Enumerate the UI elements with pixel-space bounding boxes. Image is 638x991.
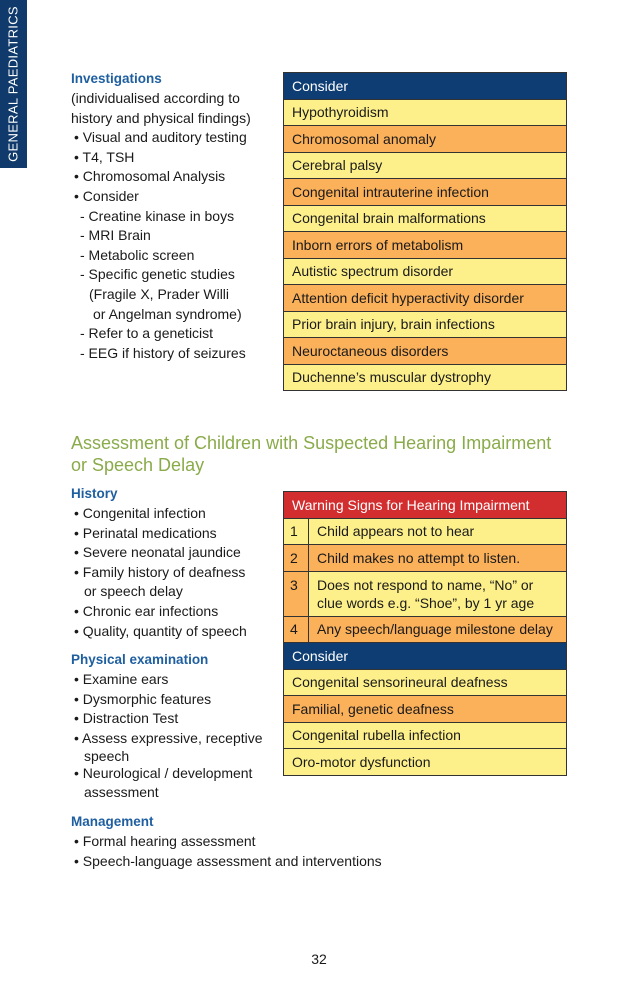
- list-item: • Perinatal medications: [74, 524, 217, 541]
- section-title-line: Assessment of Children with Suspected Hearing Impairment: [71, 433, 552, 453]
- row-text: Any speech/language milestone delay: [309, 616, 567, 643]
- list-item: or speech delay: [84, 583, 183, 600]
- list-item: history and physical findings): [71, 109, 251, 126]
- list-item: • Examine ears: [74, 671, 169, 687]
- history-heading: History: [71, 486, 118, 501]
- list-item: or Angelman syndrome): [93, 305, 242, 322]
- row-text: Child appears not to hear: [309, 518, 567, 545]
- investigations-list: [71, 89, 251, 363]
- table-row: [284, 571, 567, 616]
- list-item: • Distraction Test: [74, 710, 179, 727]
- row-number: 3: [284, 571, 309, 616]
- list-item: • Congenital infection: [74, 505, 206, 521]
- row-text-line: clue words e.g. “Shoe”, by 1 yr age: [317, 594, 535, 611]
- list-item: - MRI Brain: [80, 227, 151, 244]
- history-list: [71, 504, 247, 641]
- list-item: - Specific genetic studies: [80, 266, 235, 283]
- table-row: Congenital brain malformations: [284, 205, 567, 232]
- page-number: 32: [311, 951, 327, 967]
- list-item: assessment: [84, 783, 159, 800]
- consider-header: Consider: [284, 643, 567, 670]
- list-item: • Assess expressive, receptive: [74, 729, 263, 746]
- table-row: Hypothyroidism: [284, 99, 567, 126]
- table-row: Inborn errors of metabolism: [284, 232, 567, 259]
- management-heading: Management: [71, 814, 154, 829]
- table-row: Autistic spectrum disorder: [284, 258, 567, 285]
- list-item: - Refer to a geneticist: [80, 325, 214, 342]
- list-item: • Visual and auditory testing: [74, 129, 247, 146]
- physical-exam-list: [71, 670, 263, 800]
- table-row: [284, 518, 567, 545]
- table-row: Cerebral palsy: [284, 152, 567, 179]
- list-item: • Formal hearing assessment: [74, 833, 256, 849]
- list-item: • Speech-language assessment and interventions: [74, 852, 382, 869]
- list-item: (individualised according to: [71, 90, 240, 106]
- section-title-line: or Speech Delay: [71, 455, 205, 475]
- table-row: Prior brain injury, brain infections: [284, 311, 567, 338]
- table-row: Congenital sensorineural deafness: [284, 669, 567, 696]
- list-item: (Fragile X, Prader Willi: [89, 285, 230, 302]
- table-row: [284, 616, 567, 643]
- list-item: • Consider: [74, 187, 139, 204]
- list-item: - Metabolic screen: [80, 246, 195, 263]
- row-text: [309, 571, 567, 616]
- list-item: • Dysmorphic features: [74, 690, 212, 707]
- table-row: [284, 545, 567, 572]
- table-row: Oro-motor dysfunction: [284, 749, 567, 776]
- table-row: Duchenne’s muscular dystrophy: [284, 364, 567, 391]
- management-section: [71, 812, 382, 871]
- list-item: • Family history of deafness: [74, 563, 246, 580]
- physical-exam-heading: Physical examination: [71, 652, 209, 667]
- list-item: • Neurological / development: [74, 765, 253, 782]
- row-text: Child makes no attempt to listen.: [309, 545, 567, 572]
- table-row: Attention deficit hyperactivity disorder: [284, 285, 567, 312]
- table-header: Consider: [284, 73, 567, 100]
- list-item: - Creatine kinase in boys: [80, 207, 235, 224]
- side-tab-label: GENERAL PAEDIATRICS: [5, 6, 21, 162]
- history-section: [71, 484, 247, 641]
- list-item: • T4, TSH: [74, 148, 135, 165]
- warning-signs-table: [283, 491, 567, 776]
- list-item: • Quality, quantity of speech: [74, 622, 247, 639]
- investigations-section: [71, 69, 251, 363]
- section-side-tab: [0, 0, 27, 168]
- table-row: Congenital rubella infection: [284, 722, 567, 749]
- row-number: 1: [284, 518, 309, 545]
- investigations-heading: Investigations: [71, 71, 162, 86]
- table-row: Chromosomal anomaly: [284, 126, 567, 153]
- row-number: 4: [284, 616, 309, 643]
- table-row: Congenital intrauterine infection: [284, 179, 567, 206]
- row-text-line: Does not respond to name, “No” or: [317, 576, 534, 593]
- list-item: • Chromosomal Analysis: [74, 168, 226, 185]
- section-title: [71, 432, 551, 476]
- list-item: • Severe neonatal jaundice: [74, 544, 241, 561]
- list-item: speech: [84, 748, 130, 765]
- table-row: Neuroctaneous disorders: [284, 338, 567, 365]
- row-number: 2: [284, 545, 309, 572]
- warning-table-header: Warning Signs for Hearing Impairment: [284, 492, 567, 519]
- consider-table-developmental: [283, 72, 567, 391]
- physical-exam-section: [71, 650, 263, 800]
- list-item: - EEG if history of seizures: [80, 344, 246, 361]
- list-item: • Chronic ear infections: [74, 602, 219, 619]
- management-list: [71, 832, 382, 871]
- table-row: Familial, genetic deafness: [284, 696, 567, 723]
